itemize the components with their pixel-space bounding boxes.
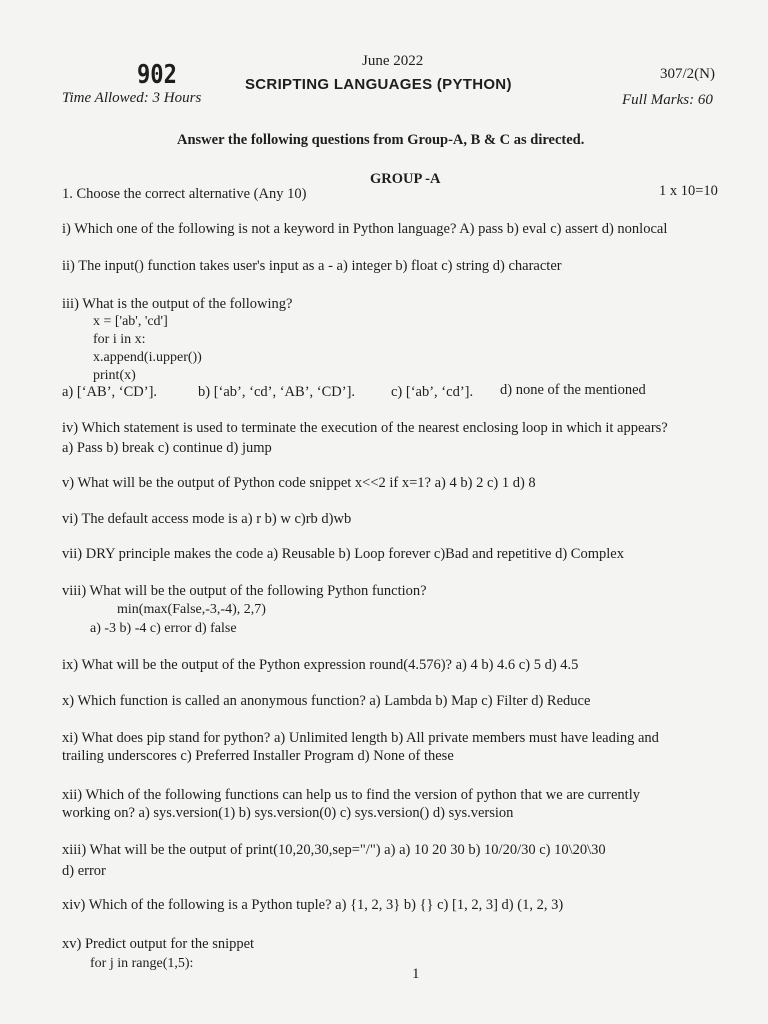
page-number: 1 xyxy=(412,966,420,982)
question-xii: xii) Which of the following functions can help us to find the version of python that we are currently xyxy=(62,787,640,803)
full-marks: Full Marks: 60 xyxy=(622,92,713,108)
question-iii-option-d: d) none of the mentioned xyxy=(500,382,646,398)
question-xii-line-2: working on? a) sys.version(1) b) sys.version(0) c) sys.version() d) sys.version xyxy=(62,805,514,821)
question-iii-option-b: b) [‘ab’, ‘cd’, ‘AB’, ‘CD’]. xyxy=(198,384,356,400)
question-vi: vi) The default access mode is a) r b) w c)rb d)wb xyxy=(62,511,352,527)
question-xi-line-2: trailing underscores c) Preferred Installer Program d) None of these xyxy=(62,748,454,764)
code-line: x = ['ab', 'cd'] xyxy=(93,314,168,329)
question-x: x) Which function is called an anonymous function? a) Lambda b) Map c) Filter d) Reduce xyxy=(62,693,591,709)
instruction: Answer the following questions from Group-A, B & C as directed. xyxy=(177,132,585,148)
paper-code: 307/2(N) xyxy=(660,66,715,82)
question-v: v) What will be the output of Python code snippet x<<2 if x=1? a) 4 b) 2 c) 1 d) 8 xyxy=(62,475,536,491)
question-iv: iv) Which statement is used to terminate the execution of the nearest enclosing loop in which it appears? xyxy=(62,420,668,436)
question-viii-options: a) -3 b) -4 c) error d) false xyxy=(90,621,237,636)
question-ii: ii) The input() function takes user's input as a - a) integer b) float c) string d) character xyxy=(62,258,562,274)
question-xi: xi) What does pip stand for python? a) Unlimited length b) All private members must have leading and xyxy=(62,730,659,746)
group-a-heading: GROUP -A xyxy=(370,171,441,187)
question-xiv: xiv) Which of the following is a Python tuple? a) {1, 2, 3} b) {} c) [1, 2, 3] d) (1, 2, 3) xyxy=(62,897,564,913)
question-i: i) Which one of the following is not a keyword in Python language? A) pass b) eval c) assert d) nonlocal xyxy=(62,221,668,237)
question-1: 1. Choose the correct alternative (Any 10) xyxy=(62,186,307,202)
question-xiii: xiii) What will be the output of print(10,20,30,sep="/") a) a) 10 20 30 b) 10/20/30 c) 10\20\30 xyxy=(62,842,606,858)
code-line: print(x) xyxy=(93,368,136,383)
code-line: for i in x: xyxy=(93,332,146,347)
handwritten-code: 902 xyxy=(137,60,177,90)
exam-date: June 2022 xyxy=(362,53,424,69)
code-line: min(max(False,-3,-4), 2,7) xyxy=(117,602,266,617)
question-iii-option-a: a) [‘AB’, ‘CD’]. xyxy=(62,384,158,400)
question-ix: ix) What will be the output of the Python expression round(4.576)? a) 4 b) 4.6 c) 5 d) 4.5 xyxy=(62,657,579,673)
question-iv-options: a) Pass b) break c) continue d) jump xyxy=(62,440,272,456)
question-viii: viii) What will be the output of the following Python function? xyxy=(62,583,427,599)
question-iii-option-c: c) [‘ab’, ‘cd’]. xyxy=(391,384,474,400)
question-iii: iii) What is the output of the following? xyxy=(62,296,293,312)
code-line: x.append(i.upper()) xyxy=(93,350,202,365)
question-vii: vii) DRY principle makes the code a) Reusable b) Loop forever c)Bad and repetitive d) Complex xyxy=(62,546,624,562)
question-xiii-line-2: d) error xyxy=(62,863,106,879)
paper-title: SCRIPTING LANGUAGES (PYTHON) xyxy=(245,76,512,93)
question-1-marks: 1 x 10=10 xyxy=(659,183,718,199)
code-line: for j in range(1,5): xyxy=(90,956,194,971)
question-xv: xv) Predict output for the snippet xyxy=(62,936,255,952)
time-allowed: Time Allowed: 3 Hours xyxy=(62,90,202,106)
